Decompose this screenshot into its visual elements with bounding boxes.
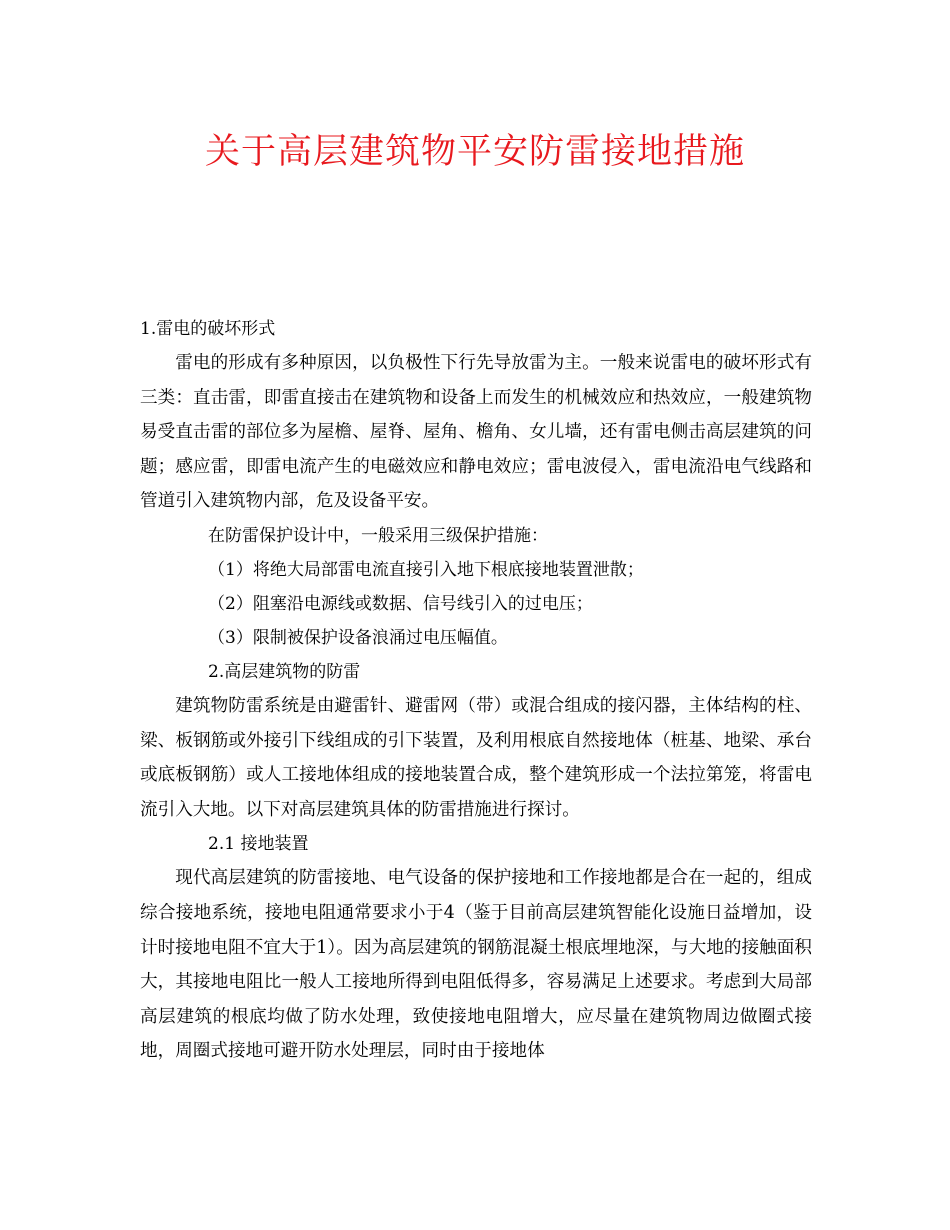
list-item: （3）限制被保护设备浪涌过电压幅值。 <box>208 627 508 648</box>
paragraph-2: 在防雷保护设计中，一般采用三级保护措施： <box>208 525 548 546</box>
list-item: （1）将绝大局部雷电流直接引入地下根底接地装置泄散； <box>208 559 644 580</box>
list-item: （2）阻塞沿电源线或数据、信号线引入的过电压； <box>208 593 593 614</box>
document-body <box>140 312 812 1069</box>
section-heading-2-1: 2.1 接地装置 <box>208 834 309 855</box>
paragraph-1: 雷电的形成有多种原因，以负极性下行先导放雷为主。一般来说雷电的破坏形式有三类：直击雷，即雷直接击在建筑物和设备上而发生的机械效应和热效应，一般建筑物易受直击雷的部位多为屋檐、屋脊、屋角、檐角、女儿墙，还有雷电侧击高层建筑的问题；感应雷，即雷电流产生的电磁效应和静电效应；雷电波侵入，雷电流沿电气线路和管道引入建筑物内部，危及设备平安。 <box>140 353 812 512</box>
paragraph-3: 建筑物防雷系统是由避雷针、避雷网（带）或混合组成的接闪器，主体结构的柱、梁、板钢筋或外接引下线组成的引下装置，及利用根底自然接地体（桩基、地梁、承台或底板钢筋）或人工接地体组成的接地装置合成，整个建筑形成一个法拉第笼，将雷电流引入大地。以下对高层建筑具体的防雷措施进行探讨。 <box>140 695 812 820</box>
section-heading-1: 1.雷电的破坏形式 <box>140 319 276 339</box>
section-heading-2: 2.高层建筑物的防雷 <box>208 661 361 682</box>
paragraph-4: 现代高层建筑的防雷接地、电气设备的保护接地和工作接地都是合在一起的，组成综合接地系统，接地电阻通常要求小于4（鉴于目前高层建筑智能化设施日益增加，设计时接地电阻不宜大于1）。因为高层建筑的钢筋混凝土根底埋地深，与大地的接触面积大，其接地电阻比一般人工接地所得到电阻低得多，容易满足上述要求。考虑到大局部高层建筑的根底均做了防水处理，致使接地电阻增大，应尽量在建筑物周边做圈式接地，周圈式接地可避开防水处理层，同时由于接地体 <box>140 868 812 1062</box>
document-title: 关于高层建筑物平安防雷接地措施 <box>204 132 745 172</box>
